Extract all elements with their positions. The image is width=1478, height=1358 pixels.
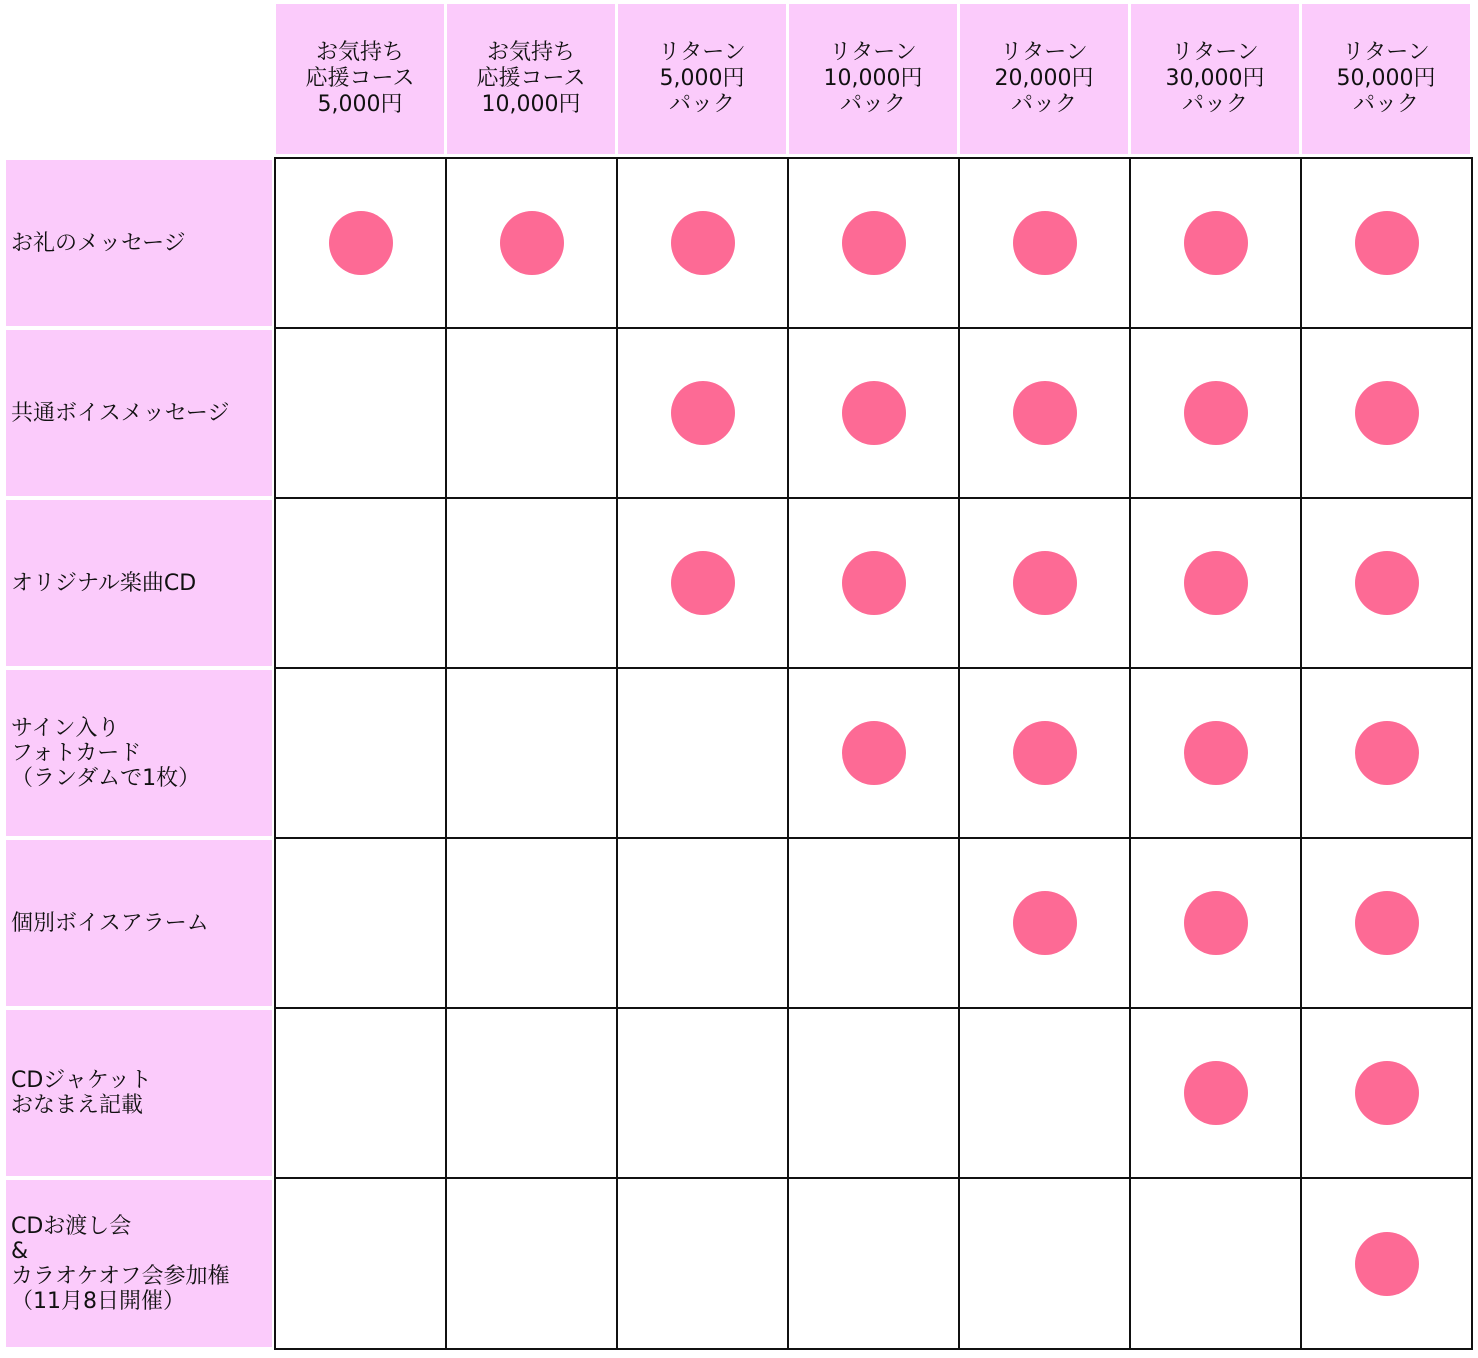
table-cell (1301, 838, 1472, 1008)
table-cell (446, 1008, 617, 1178)
grid-line-vertical (1300, 157, 1302, 1350)
included-dot-icon (842, 551, 906, 615)
grid-line-vertical (274, 157, 276, 1350)
grid-line-vertical (1471, 157, 1473, 1350)
grid-line-horizontal (274, 1348, 1473, 1350)
grid-line-vertical (958, 157, 960, 1350)
grid-line-vertical (787, 157, 789, 1350)
table-cell (617, 838, 788, 1008)
row-label-1: お礼のメッセージ (6, 160, 272, 326)
table-cell (617, 1008, 788, 1178)
column-header-6: リターン 30,000円 パック (1131, 4, 1299, 154)
table-cell (1130, 498, 1301, 668)
table-cell (1130, 328, 1301, 498)
grid-line-vertical (445, 157, 447, 1350)
included-dot-icon (500, 211, 564, 275)
grid-line-horizontal (274, 1007, 1473, 1009)
grid-line-horizontal (274, 1177, 1473, 1179)
table-cell (959, 498, 1130, 668)
table-cell (959, 158, 1130, 328)
table-cell (617, 328, 788, 498)
table-cell (275, 1178, 446, 1349)
table-cell (446, 498, 617, 668)
column-header-4: リターン 10,000円 パック (789, 4, 957, 154)
row-label-3: オリジナル楽曲CD (6, 500, 272, 666)
table-cell (446, 328, 617, 498)
table-cell (959, 1008, 1130, 1178)
included-dot-icon (1355, 1061, 1419, 1125)
grid-line-horizontal (274, 497, 1473, 499)
grid-line-vertical (1129, 157, 1131, 1350)
included-dot-icon (1184, 381, 1248, 445)
table-cell (1301, 158, 1472, 328)
column-header-5: リターン 20,000円 パック (960, 4, 1128, 154)
table-cell (617, 1178, 788, 1349)
grid-line-vertical (616, 157, 618, 1350)
table-cell (959, 668, 1130, 838)
included-dot-icon (1355, 721, 1419, 785)
table-cell (1301, 1178, 1472, 1349)
included-dot-icon (1013, 891, 1077, 955)
included-dot-icon (671, 211, 735, 275)
table-cell (617, 158, 788, 328)
included-dot-icon (1184, 891, 1248, 955)
row-label-7: CDお渡し会 & カラオケオフ会参加権 （11月8日開催） (6, 1180, 272, 1347)
column-header-2: お気持ち 応援コース 10,000円 (447, 4, 615, 154)
table-cell (1130, 668, 1301, 838)
table-cell (1130, 1008, 1301, 1178)
table-cell (788, 498, 959, 668)
column-header-1: お気持ち 応援コース 5,000円 (276, 4, 444, 154)
table-cell (788, 668, 959, 838)
table-cell (275, 1008, 446, 1178)
included-dot-icon (842, 381, 906, 445)
table-cell (1301, 498, 1472, 668)
table-cell (788, 158, 959, 328)
table-cell (446, 158, 617, 328)
grid-line-horizontal (274, 837, 1473, 839)
table-cell (788, 328, 959, 498)
table-cell (788, 838, 959, 1008)
included-dot-icon (842, 721, 906, 785)
table-cell (959, 1178, 1130, 1349)
table-cell (1130, 1178, 1301, 1349)
table-cell (1301, 1008, 1472, 1178)
table-cell (446, 668, 617, 838)
included-dot-icon (1355, 211, 1419, 275)
column-header-7: リターン 50,000円 パック (1302, 4, 1470, 154)
row-label-2: 共通ボイスメッセージ (6, 330, 272, 496)
included-dot-icon (1355, 551, 1419, 615)
table-cell (788, 1008, 959, 1178)
grid-line-horizontal (274, 157, 1473, 159)
included-dot-icon (1184, 1061, 1248, 1125)
included-dot-icon (1013, 721, 1077, 785)
grid-line-horizontal (274, 327, 1473, 329)
table-cell (788, 1178, 959, 1349)
table-cell (275, 498, 446, 668)
table-cell (1301, 668, 1472, 838)
column-header-3: リターン 5,000円 パック (618, 4, 786, 154)
table-cell (1130, 158, 1301, 328)
included-dot-icon (1355, 1232, 1419, 1296)
table-cell (617, 498, 788, 668)
row-label-5: 個別ボイスアラーム (6, 840, 272, 1006)
table-cell (275, 668, 446, 838)
included-dot-icon (671, 381, 735, 445)
table-cell (275, 328, 446, 498)
included-dot-icon (671, 551, 735, 615)
included-dot-icon (1013, 551, 1077, 615)
table-cell (275, 838, 446, 1008)
included-dot-icon (1013, 381, 1077, 445)
included-dot-icon (1355, 891, 1419, 955)
table-cell (1301, 328, 1472, 498)
included-dot-icon (1184, 551, 1248, 615)
table-cell (1130, 838, 1301, 1008)
row-label-6: CDジャケット おなまえ記載 (6, 1010, 272, 1176)
table-cell (446, 838, 617, 1008)
included-dot-icon (1355, 381, 1419, 445)
table-cell (446, 1178, 617, 1349)
included-dot-icon (1184, 721, 1248, 785)
table-cell (275, 158, 446, 328)
included-dot-icon (842, 211, 906, 275)
row-label-4: サイン入り フォトカード （ランダムで1枚） (6, 670, 272, 836)
grid-line-horizontal (274, 667, 1473, 669)
table-cell (959, 328, 1130, 498)
table-cell (959, 838, 1130, 1008)
table-cell (617, 668, 788, 838)
included-dot-icon (1184, 211, 1248, 275)
included-dot-icon (1013, 211, 1077, 275)
included-dot-icon (329, 211, 393, 275)
